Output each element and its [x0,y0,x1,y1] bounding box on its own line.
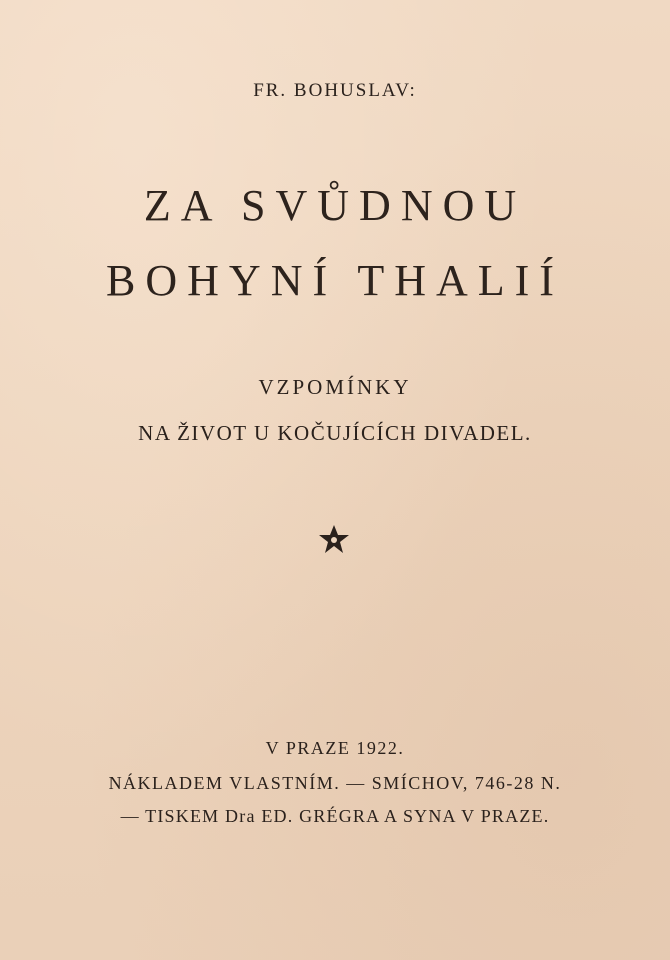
subtitle-line-2: NA ŽIVOT U KOČUJÍCÍCH DIVADEL. [138,421,532,445]
book-title-line-1: ZA SVŮDNOU [143,181,527,230]
imprint-publisher: NÁKLADEM VLASTNÍM. — SMÍCHOV, 746-28 N. [108,773,562,793]
imprint-printer: — TISKEM Dra ED. GRÉGRA A SYNA V PRAZE. [120,806,550,826]
star-icon [318,524,350,554]
imprint-place-year: V PRAZE 1922. [265,738,405,758]
subtitle-line-1: VZPOMÍNKY [258,375,412,399]
author-name: FR. BOHUSLAV: [253,80,417,101]
book-title-line-2: BOHYNÍ THALIÍ [106,256,564,305]
